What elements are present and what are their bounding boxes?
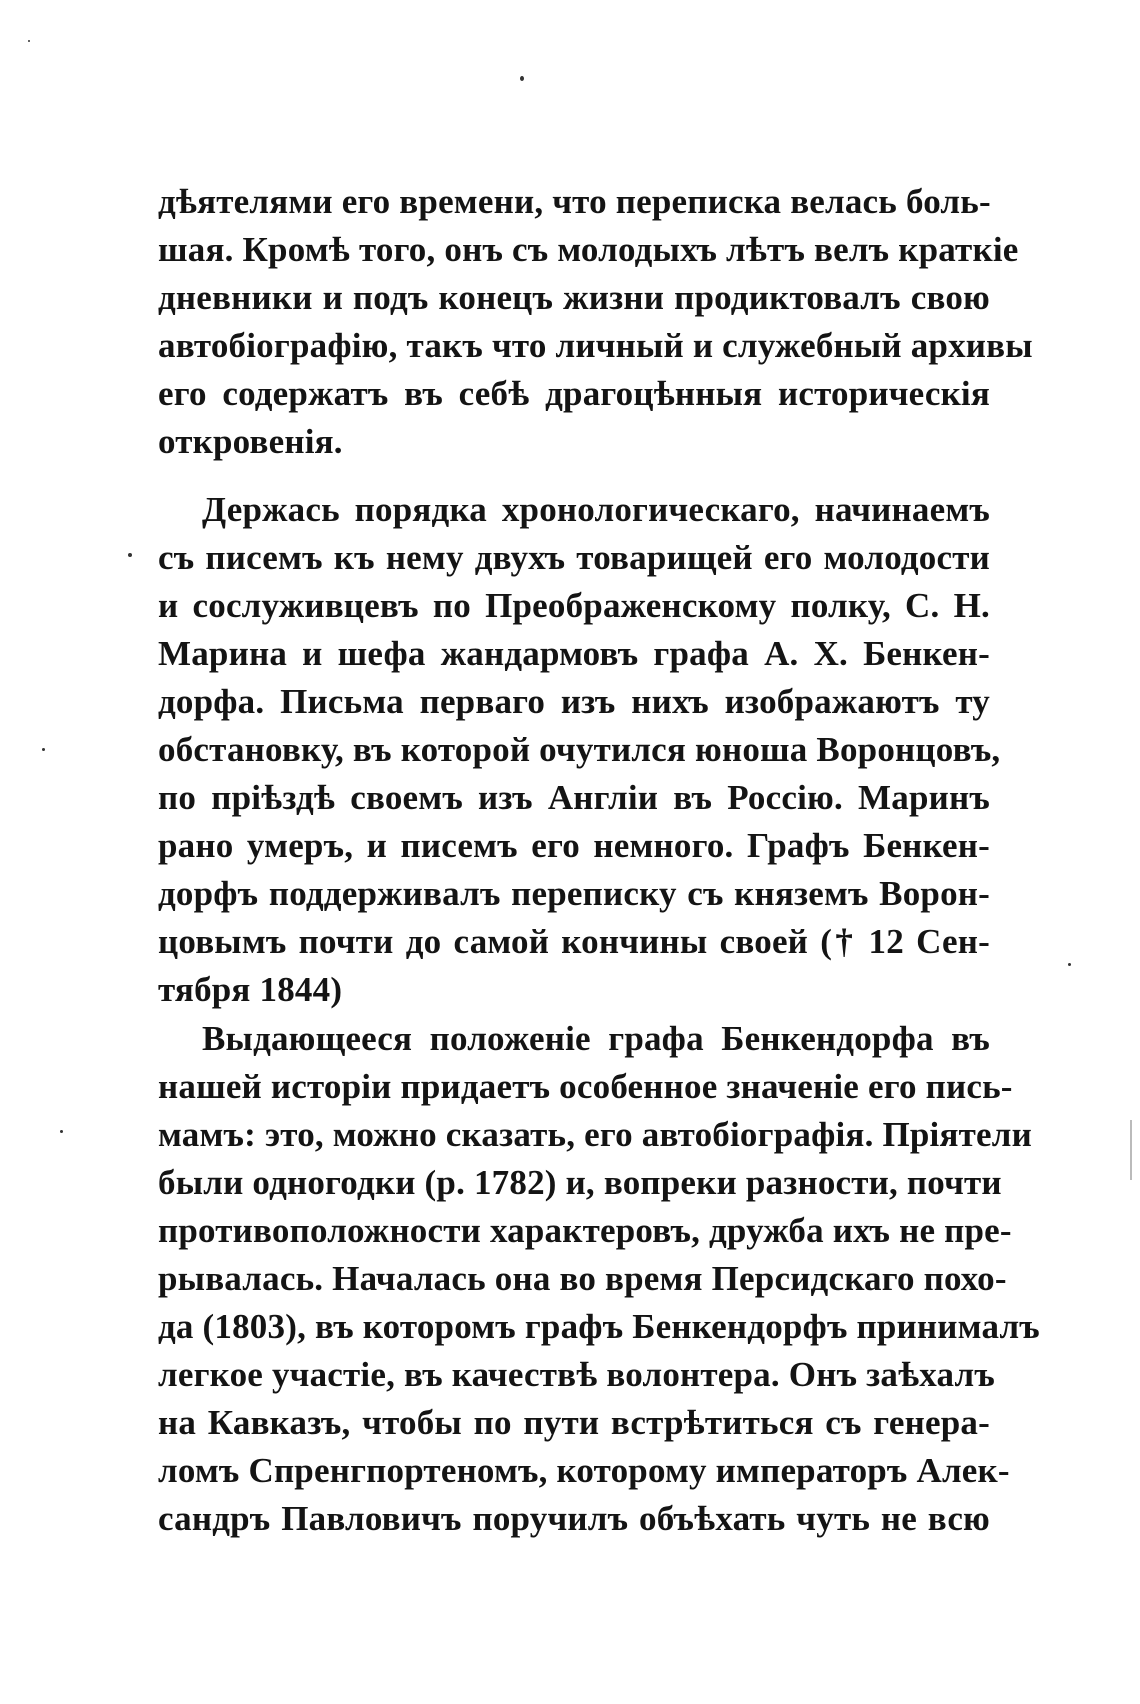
paragraph-2 bbox=[158, 486, 1001, 1014]
page-edge-mark bbox=[1130, 1120, 1132, 1180]
text-line: дневники и подъ конецъ жизни продиктовалъ свою bbox=[158, 278, 990, 317]
text-line: мамъ: это, можно сказать, его автобіографія. Пріятели bbox=[158, 1115, 1032, 1154]
text-line: Держась порядка хронологическаго, начинаемъ bbox=[202, 490, 990, 529]
text-line: цовымъ почти до самой кончины своей († 12 Сен- bbox=[158, 922, 990, 961]
text-line: да (1803), въ которомъ графъ Бенкендорфъ принималъ bbox=[158, 1307, 1040, 1346]
print-speck bbox=[128, 553, 132, 557]
text-line: тября 1844) bbox=[158, 970, 343, 1009]
text-line: на Кавказъ, чтобы по пути встрѣтиться съ генера- bbox=[158, 1403, 990, 1442]
paragraph-3 bbox=[158, 1015, 1040, 1543]
print-speck bbox=[42, 748, 45, 751]
text-line: по пріѣздѣ своемъ изъ Англіи въ Россію. Маринъ bbox=[158, 778, 990, 817]
text-line: легкое участіе, въ качествѣ волонтера. Онъ заѣхалъ bbox=[158, 1355, 995, 1394]
text-line: съ писемъ къ нему двухъ товарищей его молодости bbox=[158, 538, 990, 577]
text-line: Марина и шефа жандармовъ графа А. Х. Бенкен- bbox=[158, 634, 990, 673]
text-line: нашей исторіи придаетъ особенное значеніе его пись- bbox=[158, 1067, 1013, 1106]
text-line: шая. Кромѣ того, онъ съ молодыхъ лѣтъ велъ краткіе bbox=[158, 230, 1019, 269]
text-line: дѣятелями его времени, что переписка велась боль- bbox=[158, 182, 991, 221]
text-line: дорфъ поддерживалъ переписку съ княземъ Ворон- bbox=[158, 874, 990, 913]
print-speck bbox=[1068, 963, 1071, 966]
paragraph-1 bbox=[158, 178, 1033, 466]
text-line: Выдающееся положеніе графа Бенкендорфа въ bbox=[202, 1019, 990, 1058]
text-line: дорфа. Письма перваго изъ нихъ изображаютъ ту bbox=[158, 682, 990, 721]
text-line: рано умеръ, и писемъ его немного. Графъ Бенкен- bbox=[158, 826, 990, 865]
text-line: рывалась. Началась она во время Персидскаго похо- bbox=[158, 1259, 1007, 1298]
print-speck bbox=[60, 1130, 63, 1133]
print-speck bbox=[28, 40, 30, 42]
print-speck bbox=[520, 76, 524, 81]
text-line: его содержатъ въ себѣ драгоцѣнныя историческія bbox=[158, 374, 990, 413]
text-line: противоположности характеровъ, дружба ихъ не пре- bbox=[158, 1211, 1012, 1250]
text-line: обстановку, въ которой очутился юноша Воронцовъ, bbox=[158, 730, 1001, 769]
text-line: и сослуживцевъ по Преображенскому полку, С. Н. bbox=[158, 586, 990, 625]
text-line: сандръ Павловичъ поручилъ объѣхать чуть не всю bbox=[158, 1499, 990, 1538]
text-line: автобіографію, такъ что личный и служебный архивы bbox=[158, 326, 1033, 365]
text-line: ломъ Спренгпортеномъ, которому императоръ Алек- bbox=[158, 1451, 1010, 1490]
text-line: были одногодки (р. 1782) и, вопреки разности, почти bbox=[158, 1163, 1002, 1202]
text-line: откровенія. bbox=[158, 422, 343, 461]
